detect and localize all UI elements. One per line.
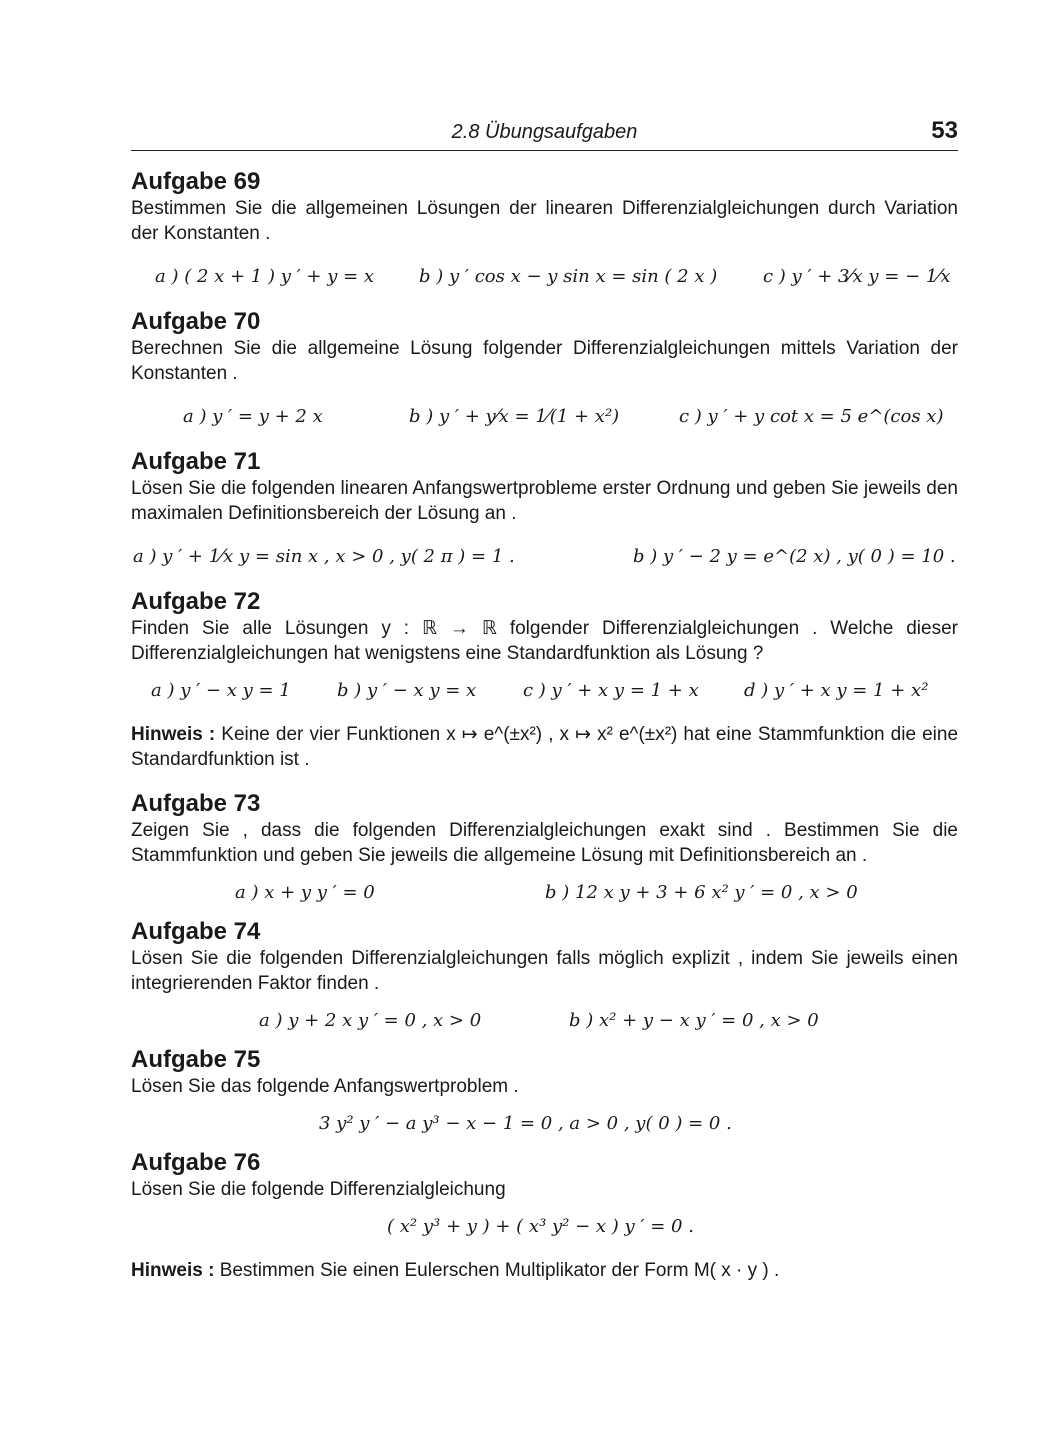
hint-label: Hinweis : [131,1260,215,1281]
formula: b ) y ′ cos x − y sin x = sin ( 2 x ) [419,266,718,287]
page-number: 53 [931,117,958,144]
formula: b ) x² + y − x y ′ = 0 , x > 0 [569,1010,819,1031]
exercise-title: Aufgabe 72 [131,588,261,615]
formula: c ) y ′ + 3⁄x y = − 1⁄x [763,266,951,287]
exercise-75 [131,1046,958,1143]
formula-row [131,1004,958,1040]
exercise-76 [131,1149,958,1283]
formula: a ) ( 2 x + 1 ) y ′ + y = x [155,266,375,287]
hint-text: Bestimmen Sie einen Eulerschen Multiplikator der Form M( x · y ) . [219,1260,780,1281]
formula: b ) y ′ + y⁄x = 1⁄(1 + x²) [409,406,620,427]
exercise-text: Finden Sie alle Lösungen y : ℝ → ℝ folgender Differenzialgleichungen . Welche dieser Differenzialgleichungen hat wenigstens eine Standardfunktion als Lösung ? [131,618,958,664]
exercise-title: Aufgabe 75 [131,1046,261,1073]
formula-row [131,394,958,442]
formula: c ) y ′ + y cot x = 5 e^(cos x) [679,406,944,427]
hint [131,1258,958,1283]
exercise-list [131,168,958,1283]
hint-text: Keine der vier Funktionen x ↦ e^(±x²) , x ↦ x² e^(±x²) hat eine Stammfunktion die eine Standardfunktion ist . [131,724,959,770]
exercise-74 [131,918,958,1040]
formula: d ) y ′ + x y = 1 + x² [744,680,929,701]
formula-row [131,876,958,912]
formula: a ) y ′ − x y = 1 [151,680,291,701]
exercise-73 [131,790,958,912]
exercise-text: Lösen Sie die folgende Differenzialgleichung [131,1179,506,1200]
exercise-text: Zeigen Sie , dass die folgenden Differenzialgleichungen exakt sind . Bestimmen Sie die Stammfunktion und geben Sie jeweils die allgemeine Lösung mit Definitionsbereich an . [131,820,958,866]
exercise-title: Aufgabe 74 [131,918,261,945]
exercise-72 [131,588,958,790]
section-title: 2.8 Übungsaufgaben [451,121,638,143]
formula-row [131,534,958,582]
formula: c ) y ′ + x y = 1 + x [523,680,699,701]
formula-row [131,1210,958,1246]
exercise-text: Lösen Sie das folgende Anfangswertproblem . [131,1076,519,1097]
exercise-text: Berechnen Sie die allgemeine Lösung folgender Differenzialgleichungen mittels Variation der Konstanten . [131,338,958,384]
formula: b ) y ′ − x y = x [337,680,477,701]
formula-row [131,1107,958,1143]
exercise-title: Aufgabe 69 [131,168,261,195]
exercise-text: Bestimmen Sie die allgemeinen Lösungen der linearen Differenzialgleichungen durch Variation der Konstanten . [131,198,958,244]
exercise-title: Aufgabe 71 [131,448,261,475]
exercise-text: Lösen Sie die folgenden linearen Anfangswertprobleme erster Ordnung und geben Sie jeweils den maximalen Definitionsbereich der Lösung an . [131,478,958,524]
page-header [131,116,958,151]
exercise-title: Aufgabe 76 [131,1149,261,1176]
formula-row [131,254,958,302]
exercise-text: Lösen Sie die folgenden Differenzialgleichungen falls möglich explizit , indem Sie jeweils einen integrierenden Faktor finden . [131,948,958,994]
formula: ( x² y³ + y ) + ( x³ y² − x ) y ′ = 0 . [387,1216,694,1237]
formula: b ) y ′ − 2 y = e^(2 x) , y( 0 ) = 10 . [633,546,956,567]
hint-label: Hinweis : [131,724,216,745]
exercise-title: Aufgabe 73 [131,790,261,817]
hint [131,722,958,772]
exercise-70 [131,308,958,442]
formula: a ) x + y y ′ = 0 [235,882,375,903]
formula-row [131,674,958,710]
exercise-title: Aufgabe 70 [131,308,261,335]
formula: b ) 12 x y + 3 + 6 x² y ′ = 0 , x > 0 [545,882,858,903]
formula: a ) y + 2 x y ′ = 0 , x > 0 [259,1010,482,1031]
formula: a ) y ′ + 1⁄x y = sin x , x > 0 , y( 2 π ) = 1 . [133,546,515,567]
formula: 3 y² y ′ − a y³ − x − 1 = 0 , a > 0 , y( 0 ) = 0 . [319,1113,732,1134]
exercise-71 [131,448,958,582]
exercise-69 [131,168,958,302]
formula: a ) y ′ = y + 2 x [183,406,323,427]
